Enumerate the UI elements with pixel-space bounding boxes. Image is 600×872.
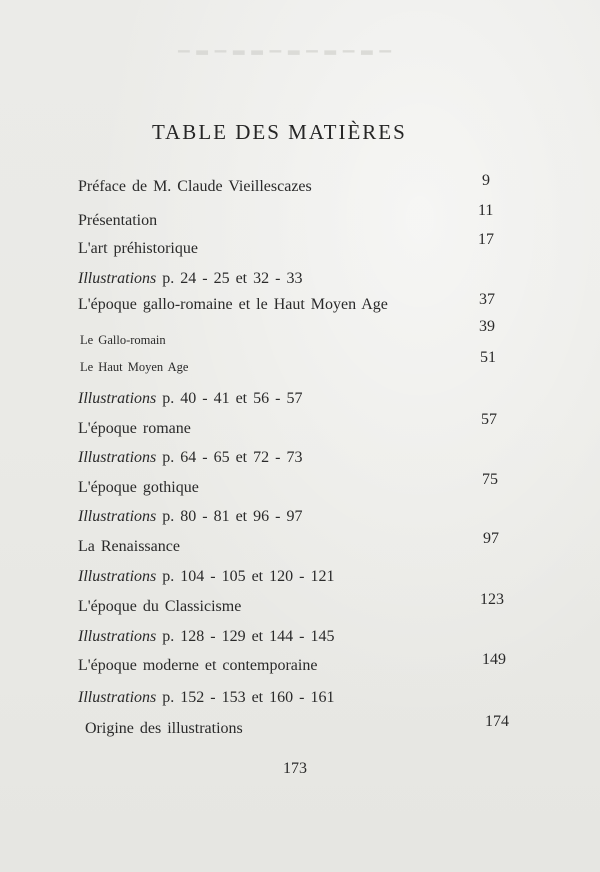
toc-illustrations [78,689,334,707]
illustrations-label: Illustrations [78,628,157,645]
illustrations-label: Illustrations [78,568,157,585]
toc-illustrations [78,390,302,408]
toc-entry-presentation: Présentation [78,212,158,229]
toc-page-prehistorique: 17 [478,231,494,248]
toc-page-romane: 57 [481,411,497,428]
page-title: TABLE DES MATIÈRES [152,120,407,144]
illustrations-pages: p. 152 - 153 et 160 - 161 [162,689,335,706]
toc-page-gallo-romain: 39 [479,318,495,335]
toc-page-haut-moyen-age: 51 [480,349,496,366]
toc-entry-haut-moyen-age: Le Haut Moyen Age [80,360,189,374]
toc-entry-moderne: L'époque moderne et contemporaine [78,657,318,674]
toc-page-renaissance: 97 [483,530,499,547]
toc-illustrations [78,449,302,467]
illustrations-pages: p. 40 - 41 et 56 - 57 [162,390,303,407]
illustrations-label: Illustrations [78,689,157,706]
toc-illustrations [78,270,302,288]
illustrations-pages: p. 80 - 81 et 96 - 97 [162,508,303,525]
toc-page-moderne: 149 [482,651,506,668]
show-through-text: ▁ ▂ ▁ ▂ ▂ ▁ ▂ ▁ ▂ ▁ ▂ ▁ [178,50,392,68]
illustrations-label: Illustrations [78,508,157,525]
toc-page-gallo-romaine: 37 [479,291,495,308]
toc-page-origine: 174 [485,713,509,730]
toc-page-preface: 9 [482,172,490,189]
illustrations-pages: p. 24 - 25 et 32 - 33 [162,270,303,287]
illustrations-label: Illustrations [78,270,157,287]
illustrations-label: Illustrations [78,449,157,466]
toc-entry-gallo-romaine: L'époque gallo-romaine et le Haut Moyen Age [78,296,388,313]
toc-illustrations [78,508,302,526]
page-number: 173 [283,760,307,777]
illustrations-pages: p. 64 - 65 et 72 - 73 [162,449,303,466]
toc-illustrations [78,568,334,586]
toc-page-gothique: 75 [482,471,498,488]
toc-entry-classicisme: L'époque du Classicisme [78,598,242,615]
toc-page-presentation: 11 [478,202,494,219]
illustrations-label: Illustrations [78,390,157,407]
toc-page-classicisme: 123 [480,591,504,608]
toc-entry-renaissance: La Renaissance [78,538,180,555]
toc-entry-prehistorique: L'art préhistorique [78,240,198,257]
toc-illustrations [78,628,334,646]
toc-entry-gothique: L'époque gothique [78,479,199,496]
toc-entry-origine: Origine des illustrations [85,720,243,737]
toc-entry-romane: L'époque romane [78,420,191,437]
illustrations-pages: p. 104 - 105 et 120 - 121 [162,568,335,585]
toc-entry-preface: Préface de M. Claude Vieillescazes [78,178,312,195]
illustrations-pages: p. 128 - 129 et 144 - 145 [162,628,335,645]
toc-entry-gallo-romain: Le Gallo-romain [80,333,166,347]
